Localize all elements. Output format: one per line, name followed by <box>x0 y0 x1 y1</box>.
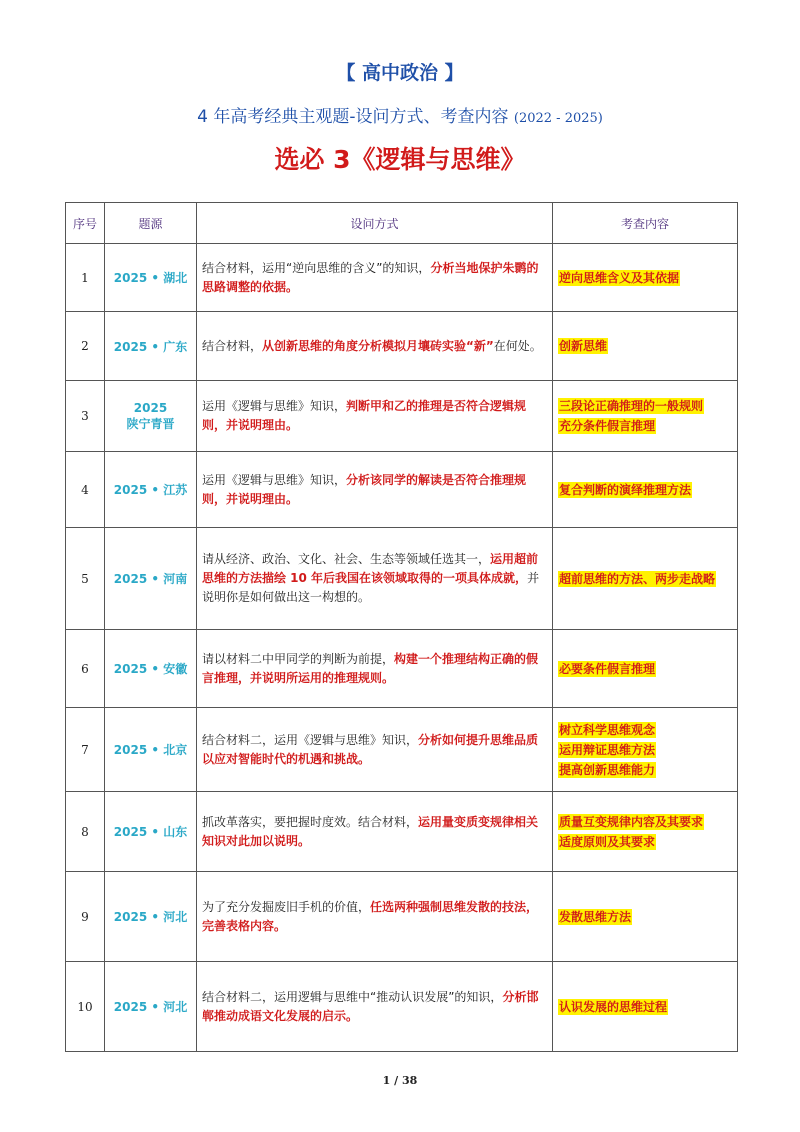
col-header-content: 考查内容 <box>553 203 738 244</box>
source-line: 2025 • 江苏 <box>113 483 188 497</box>
content-tag: 提高创新思维能力 <box>559 762 656 777</box>
question-plain: 请从经济、政治、文化、社会、生态等领域任选其一， <box>202 552 491 566</box>
row-number: 3 <box>66 381 105 452</box>
source-line: 2025 • 广东 <box>113 339 188 354</box>
title-years: (2022 - 2025) <box>513 111 603 126</box>
source-line: 2025 • 河北 <box>113 910 188 924</box>
question-highlight: 从创新思维的角度分析模拟月壤砖实验“新” <box>262 338 494 353</box>
subject-heading: 【 高中政治 】 <box>336 62 464 84</box>
question-plain: 结合材料二，运用《逻辑与思维》知识， <box>202 732 419 747</box>
question-source <box>105 244 197 312</box>
source-line: 2025 • 河南 <box>113 572 188 586</box>
question-plain: 运用《逻辑与思维》知识， <box>202 472 347 487</box>
content-tag: 创新思维 <box>559 339 608 353</box>
table-row <box>66 708 738 792</box>
content-tag: 适度原则及其要求 <box>559 834 656 849</box>
source-line: 2025 • 河北 <box>113 1000 188 1014</box>
question-highlight: 判断甲和乙的推理是否符合逻辑规则，并说明理由。 <box>202 399 527 432</box>
question-text <box>197 708 553 792</box>
question-text <box>197 244 553 312</box>
table-row <box>66 528 738 630</box>
row-number: 4 <box>66 452 105 528</box>
row-number: 6 <box>66 630 105 708</box>
source-line: 2025 • 安徽 <box>113 662 188 676</box>
question-text <box>197 528 553 630</box>
question-highlight: 分析该同学的解读是否符合推理规则，并说明理由。 <box>202 472 527 506</box>
content-tag: 三段论正确推理的一般规则 <box>559 399 704 413</box>
question-plain: 为了充分发掘废旧手机的价值， <box>202 899 371 914</box>
question-highlight: 构建一个推理结构正确的假言推理，并说明所运用的推理规则。 <box>202 651 539 685</box>
content-tag: 充分条件假言推理 <box>559 419 656 433</box>
col-header-no: 序号 <box>66 203 105 244</box>
question-highlight: 运用量变质变规律相关知识对此加以说明。 <box>202 814 539 848</box>
row-number: 10 <box>66 962 105 1052</box>
content-tag: 树立科学思维观念 <box>559 722 656 737</box>
col-header-question: 设问方式 <box>197 203 553 244</box>
row-number: 2 <box>66 312 105 381</box>
source-line: 2025 <box>133 400 168 415</box>
exam-content <box>553 708 738 792</box>
book-title: 选必 3《逻辑与思维》 <box>274 145 526 174</box>
document-title <box>0 102 800 127</box>
row-number: 8 <box>66 792 105 872</box>
question-highlight: 分析邯郸推动成语文化发展的启示。 <box>202 989 539 1023</box>
question-text <box>197 962 553 1052</box>
question-plain: 运用《逻辑与思维》知识， <box>202 399 347 413</box>
content-tag: 逆向思维含义及其依据 <box>559 270 680 285</box>
col-header-source: 题源 <box>105 203 197 244</box>
content-tag: 质量互变规律内容及其要求 <box>559 814 704 829</box>
table-row <box>66 792 738 872</box>
question-source <box>105 381 197 452</box>
exam-content <box>553 792 738 872</box>
question-text <box>197 381 553 452</box>
row-number: 5 <box>66 528 105 630</box>
title-main: 4 年高考经典主观题-设问方式、考查内容 <box>197 107 509 127</box>
content-tag: 超前思维的方法、两步走战略 <box>559 571 716 586</box>
question-source <box>105 452 197 528</box>
question-highlight: 分析当地保护朱鹮的思路调整的依据。 <box>202 260 539 294</box>
exam-content <box>553 381 738 452</box>
content-tag: 复合判断的演绎推理方法 <box>559 482 692 497</box>
question-source <box>105 792 197 872</box>
row-number: 7 <box>66 708 105 792</box>
row-number: 9 <box>66 872 105 962</box>
question-tail: 在何处。 <box>493 338 542 353</box>
table-row <box>66 381 738 452</box>
question-plain: 抓改革落实，要把握时度效。结合材料， <box>202 814 419 829</box>
question-source <box>105 962 197 1052</box>
question-text <box>197 452 553 528</box>
question-plain: 结合材料， <box>202 338 263 353</box>
source-line: 2025 • 北京 <box>113 743 188 757</box>
question-text <box>197 312 553 381</box>
source-line: 2025 • 湖北 <box>113 271 188 285</box>
content-tag: 认识发展的思维过程 <box>559 999 668 1014</box>
question-highlight: 分析如何提升思维品质以应对智能时代的机遇和挑战。 <box>202 732 539 766</box>
exam-content <box>553 872 738 962</box>
exam-content <box>553 528 738 630</box>
question-source <box>105 528 197 630</box>
question-text <box>197 792 553 872</box>
question-plain: 请以材料二中甲同学的判断为前提， <box>202 651 395 666</box>
question-table <box>65 202 738 1052</box>
exam-content <box>553 452 738 528</box>
source-line: 2025 • 山东 <box>113 825 188 839</box>
question-source <box>105 312 197 381</box>
table-row <box>66 452 738 528</box>
question-source <box>105 872 197 962</box>
table-row <box>66 962 738 1052</box>
table-row <box>66 312 738 381</box>
table-body <box>66 244 738 1052</box>
question-tail: 并说明你是如何做出这一构想的。 <box>202 571 540 604</box>
question-text <box>197 630 553 708</box>
row-number: 1 <box>66 244 105 312</box>
content-tag: 必要条件假言推理 <box>559 661 656 676</box>
content-tag: 发散思维方法 <box>559 909 632 924</box>
table-row <box>66 244 738 312</box>
table-row <box>66 630 738 708</box>
question-plain: 结合材料二，运用逻辑与思维中“推动认识发展”的知识， <box>202 989 503 1004</box>
exam-content <box>553 962 738 1052</box>
question-source <box>105 630 197 708</box>
page-number: 1 / 38 <box>382 1074 418 1087</box>
question-highlight: 任选两种强制思维发散的技法，完善表格内容。 <box>202 899 539 933</box>
exam-content <box>553 312 738 381</box>
exam-content <box>553 244 738 312</box>
source-line: 陕宁青晋 <box>126 416 175 431</box>
question-highlight: 运用超前思维的方法描绘 10 年后我国在该领域取得的一项具体成就， <box>202 552 539 585</box>
question-text <box>197 872 553 962</box>
content-tag: 运用辩证思维方法 <box>559 742 656 757</box>
table-row <box>66 872 738 962</box>
question-source <box>105 708 197 792</box>
table-header-row <box>66 203 738 244</box>
question-plain: 结合材料，运用“逆向思维的含义”的知识， <box>202 260 431 275</box>
exam-content <box>553 630 738 708</box>
